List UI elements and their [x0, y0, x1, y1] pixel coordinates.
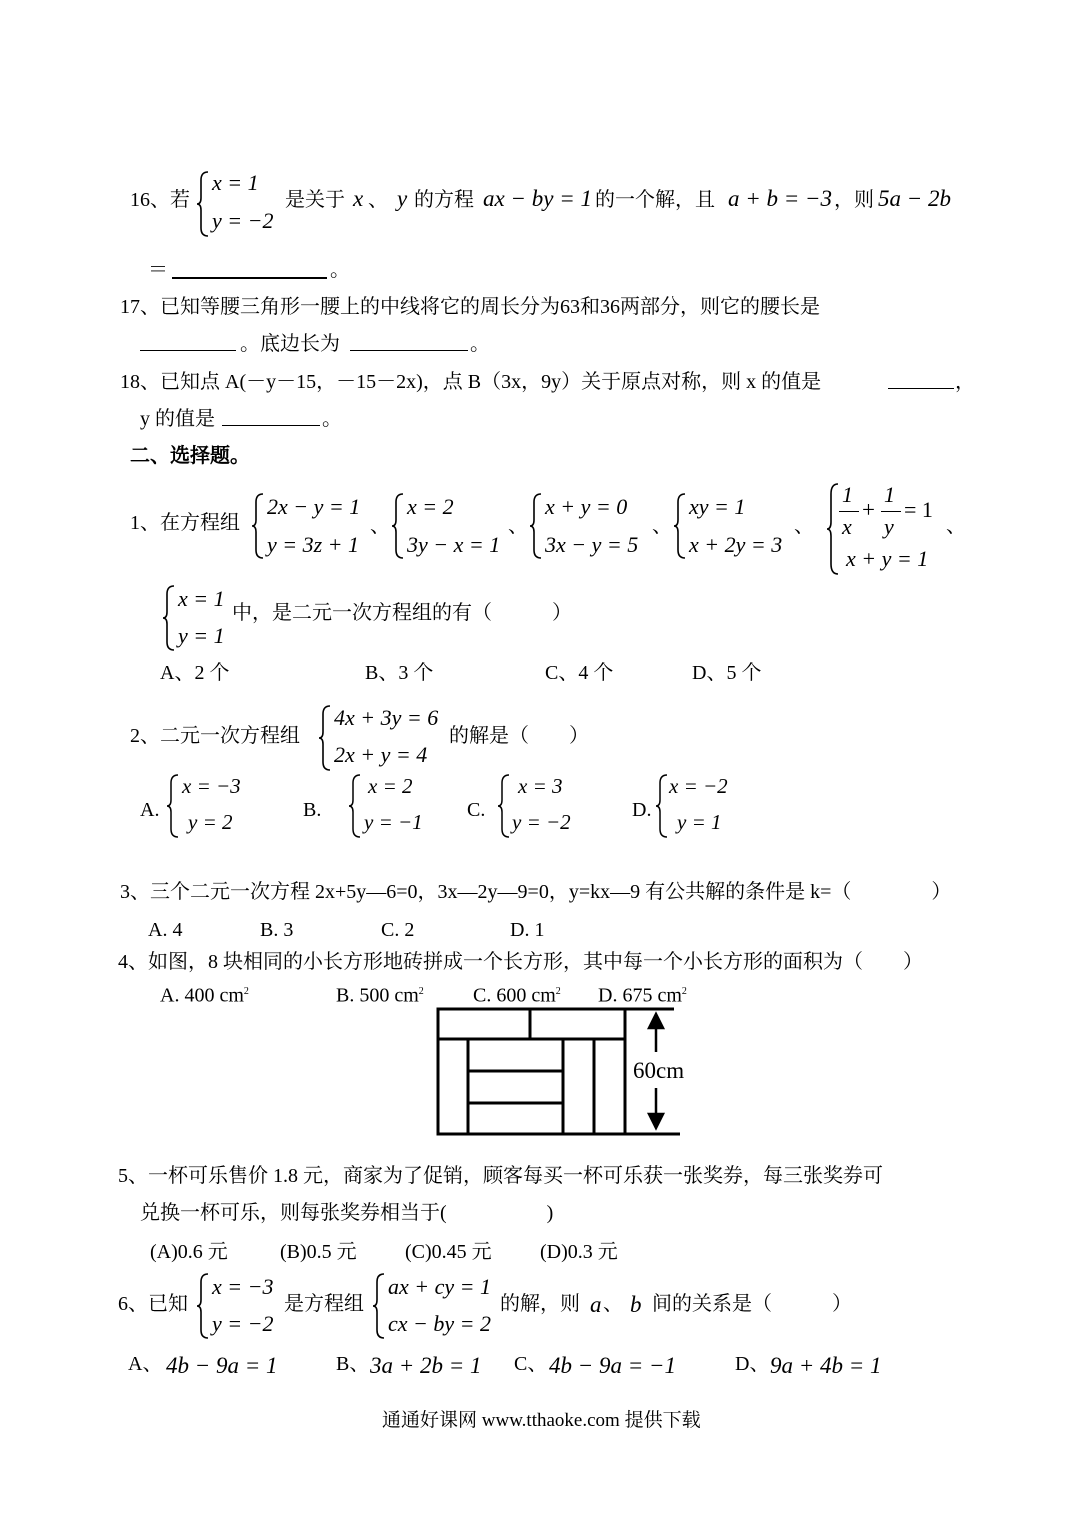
c6-sys2-line1: ax + cy = 1: [388, 1274, 491, 1299]
c6-option-b[interactable]: 3a + 2b = 1: [370, 1353, 482, 1378]
c6-label-c[interactable]: C、: [514, 1353, 548, 1375]
c1-sys2-line2: 3y − x = 1: [407, 532, 501, 557]
c2-label-d[interactable]: D.: [632, 799, 652, 821]
c2-opt-b-line1: x = 2: [368, 774, 413, 798]
q16-condition: a + b = −3: [728, 186, 833, 211]
c2-opt-c-line2: y = −2: [512, 810, 571, 834]
c1-sys1-brace: [251, 492, 265, 560]
c5-option-b[interactable]: (B)0.5 元: [280, 1241, 357, 1263]
c1-sys4-line1: xy = 1: [689, 494, 746, 519]
q16-text4: ，则: [834, 189, 874, 211]
c2-label-c[interactable]: C.: [467, 799, 486, 821]
c6-var-b: b: [630, 1292, 642, 1317]
c1-sep4: 、: [794, 515, 814, 537]
c1-sys5-eq1: = 1: [904, 497, 933, 522]
q16-sys-line1: x = 1: [212, 170, 259, 195]
c1-sys5-plus: +: [862, 497, 875, 522]
c1-sys5-num2: 1: [884, 482, 895, 507]
c1-number: 1、在方程组: [130, 512, 240, 534]
c2-sys-brace: [318, 704, 332, 772]
c1-sys6-line1: x = 1: [178, 586, 225, 611]
c4-option-c-text: C. 600 cm: [473, 984, 556, 1007]
q17-blank-leg[interactable]: [140, 330, 236, 351]
q16-expression: 5a − 2b: [878, 186, 952, 211]
q16-var-y: y: [397, 186, 408, 211]
c6-option-c[interactable]: 4b − 9a = −1: [549, 1353, 677, 1378]
q16-brace: [196, 170, 210, 238]
c1-option-b[interactable]: B、3 个: [365, 662, 434, 684]
c2-label-b[interactable]: B.: [303, 799, 322, 821]
q18-end: 。: [322, 408, 342, 430]
c6-mid: 是方程组: [284, 1293, 364, 1315]
c1-sys5-num1: 1: [842, 482, 853, 507]
c2-question: 2、二元一次方程组: [130, 725, 300, 747]
c4-option-a[interactable]: [160, 980, 249, 1008]
c6-end: 间的关系是（ ）: [652, 1293, 852, 1315]
page-footer: 通通好课网 www.tthaoke.com 提供下载: [382, 1410, 701, 1431]
c6-sys1-brace: [196, 1272, 210, 1340]
c3-question: 3、三个二元一次方程 2x+5y—6=0，3x—2y—9=0，y=kx—9 有公共解的条件是 k=（ ）: [120, 881, 952, 903]
c1-sys1-line2: y = 3z + 1: [267, 532, 360, 557]
c4-option-b-text: B. 500 cm: [336, 984, 419, 1007]
c4-option-a-text: A. 400 cm: [160, 984, 244, 1007]
c3-option-c[interactable]: C. 2: [381, 919, 415, 941]
c1-sep1: 、: [370, 515, 390, 537]
q16-answer-blank[interactable]: [172, 259, 327, 279]
c1-option-a[interactable]: A、2 个: [160, 662, 230, 684]
c4-option-d-sup: 2: [681, 986, 687, 997]
q16-text2: 的方程: [414, 189, 474, 211]
c1-sys5-line2: x + y = 1: [846, 546, 929, 571]
c1-sys6-line2: y = 1: [178, 623, 225, 648]
q16-eqsign: ＝: [148, 259, 168, 281]
c1-sys3-brace: [529, 492, 543, 560]
c1-sys6-brace: [162, 584, 176, 652]
c2-text: 的解是（ ）: [449, 725, 589, 747]
c5-line2: 兑换一杯可乐，则每张奖券相当于( ): [140, 1202, 554, 1224]
c1-text: 中，是二元一次方程组的有（ ）: [232, 602, 572, 624]
c4-option-b[interactable]: [336, 980, 424, 1008]
c6-number: 6、已知: [118, 1293, 188, 1315]
q16-end: 。: [330, 259, 350, 281]
c2-opt-c-line1: x = 3: [518, 774, 563, 798]
c2-opt-b-brace: [348, 773, 362, 839]
c1-sys5-brace: [826, 482, 840, 576]
c2-opt-d-brace: [655, 773, 669, 839]
c6-sep: 、: [603, 1293, 623, 1315]
q16-sys-line2: y = −2: [212, 208, 274, 233]
q18-comma: ，: [955, 371, 975, 393]
c6-sys1-line2: y = −2: [212, 1311, 274, 1336]
c1-option-c[interactable]: C、4 个: [545, 662, 614, 684]
c2-opt-a-brace: [166, 773, 180, 839]
c5-line1: 5、一杯可乐售价 1.8 元，商家为了促销，顾客每买一杯可乐获一张奖券，每三张奖券可: [118, 1165, 883, 1187]
tile-diagram: [430, 1000, 690, 1140]
c1-sys5-fracbar2: [881, 511, 901, 512]
q16-number: 16、若: [130, 189, 190, 211]
c6-sys1-line1: x = −3: [212, 1274, 274, 1299]
c1-sep3: 、: [652, 515, 672, 537]
q16-text-mid: 是关于: [285, 189, 345, 211]
c2-opt-b-line2: y = −1: [364, 810, 423, 834]
c3-option-b[interactable]: B. 3: [260, 919, 294, 941]
q17-line1: 17、已知等腰三角形一腰上的中线将它的周长分为63和36两部分，则它的腰长是: [120, 296, 820, 318]
c1-sep5: 、: [946, 515, 966, 537]
c6-var-a: a: [590, 1292, 602, 1317]
q16-equation: ax − by = 1: [483, 186, 592, 211]
q17-blank-base[interactable]: [350, 330, 468, 351]
dim-arrow-down: [649, 1114, 663, 1128]
c1-sys2-line1: x = 2: [407, 494, 454, 519]
dim-arrow-up: [649, 1014, 663, 1028]
q18-blank-y[interactable]: [222, 405, 320, 426]
c1-sys4-line2: x + 2y = 3: [689, 532, 783, 557]
c4-option-c-sup: 2: [555, 986, 561, 997]
q17-end: 。: [470, 333, 490, 355]
q18-line2: y 的值是: [140, 408, 215, 430]
c1-sys5-fracbar1: [839, 511, 859, 512]
c4-option-b-sup: 2: [418, 986, 424, 997]
q18-line1: 18、已知点 A(－y－15，－15－2x)，点 B（3x，9y）关于原点对称，则 x 的值是: [120, 371, 822, 393]
c2-label-a[interactable]: A.: [140, 799, 160, 821]
c5-option-c[interactable]: (C)0.45 元: [405, 1241, 492, 1263]
c2-opt-d-line1: x = −2: [669, 774, 728, 798]
c2-opt-c-brace: [497, 773, 511, 839]
c1-sep2: 、: [508, 515, 528, 537]
q18-blank-x[interactable]: [888, 368, 954, 389]
c6-sys2-brace: [372, 1272, 386, 1340]
c2-opt-d-line2: y = 1: [677, 810, 722, 834]
c6-text: 的解，则: [500, 1293, 580, 1315]
q16-text3: 的一个解，且: [595, 189, 715, 211]
section-heading: 二、选择题。: [130, 445, 250, 467]
c1-option-d[interactable]: D、5 个: [692, 662, 762, 684]
c1-sys4-brace: [673, 492, 687, 560]
c5-option-d[interactable]: (D)0.3 元: [540, 1241, 618, 1263]
c1-sys2-brace: [391, 492, 405, 560]
c6-sys2-line2: cx − by = 2: [388, 1311, 491, 1336]
c3-option-d[interactable]: D. 1: [510, 919, 545, 941]
c4-option-d-text: D. 675 cm: [598, 984, 682, 1007]
c2-sys-line2: 2x + y = 4: [334, 742, 428, 767]
c1-sys5-den1: x: [842, 514, 852, 539]
c6-label-b[interactable]: B、: [336, 1353, 370, 1375]
c4-option-a-sup: 2: [243, 986, 249, 997]
c2-opt-a-line1: x = −3: [182, 774, 241, 798]
q16-var-x: x: [353, 186, 364, 211]
q17-mid: 。底边长为: [240, 333, 340, 355]
c4-question: 4、如图，8 块相同的小长方形地砖拼成一个长方形，其中每一个小长方形的面积为（ ）: [118, 951, 923, 973]
c3-option-a[interactable]: A. 4: [148, 919, 183, 941]
c2-opt-a-line2: y = 2: [188, 810, 233, 834]
dimension-label: 60cm: [633, 1058, 685, 1083]
c6-option-a[interactable]: 4b − 9a = 1: [166, 1353, 278, 1378]
c5-option-a[interactable]: (A)0.6 元: [150, 1241, 228, 1263]
c6-label-d[interactable]: D、: [735, 1353, 770, 1375]
c6-option-d[interactable]: 9a + 4b = 1: [770, 1353, 882, 1378]
c2-sys-line1: 4x + 3y = 6: [334, 705, 439, 730]
q16-sep: 、: [368, 189, 388, 211]
c1-sys3-line1: x + y = 0: [545, 494, 628, 519]
c1-sys1-line1: 2x − y = 1: [267, 494, 361, 519]
c6-label-a[interactable]: A、: [128, 1353, 163, 1375]
c1-sys5-den2: y: [884, 514, 894, 539]
c1-sys3-line2: 3x − y = 5: [545, 532, 639, 557]
